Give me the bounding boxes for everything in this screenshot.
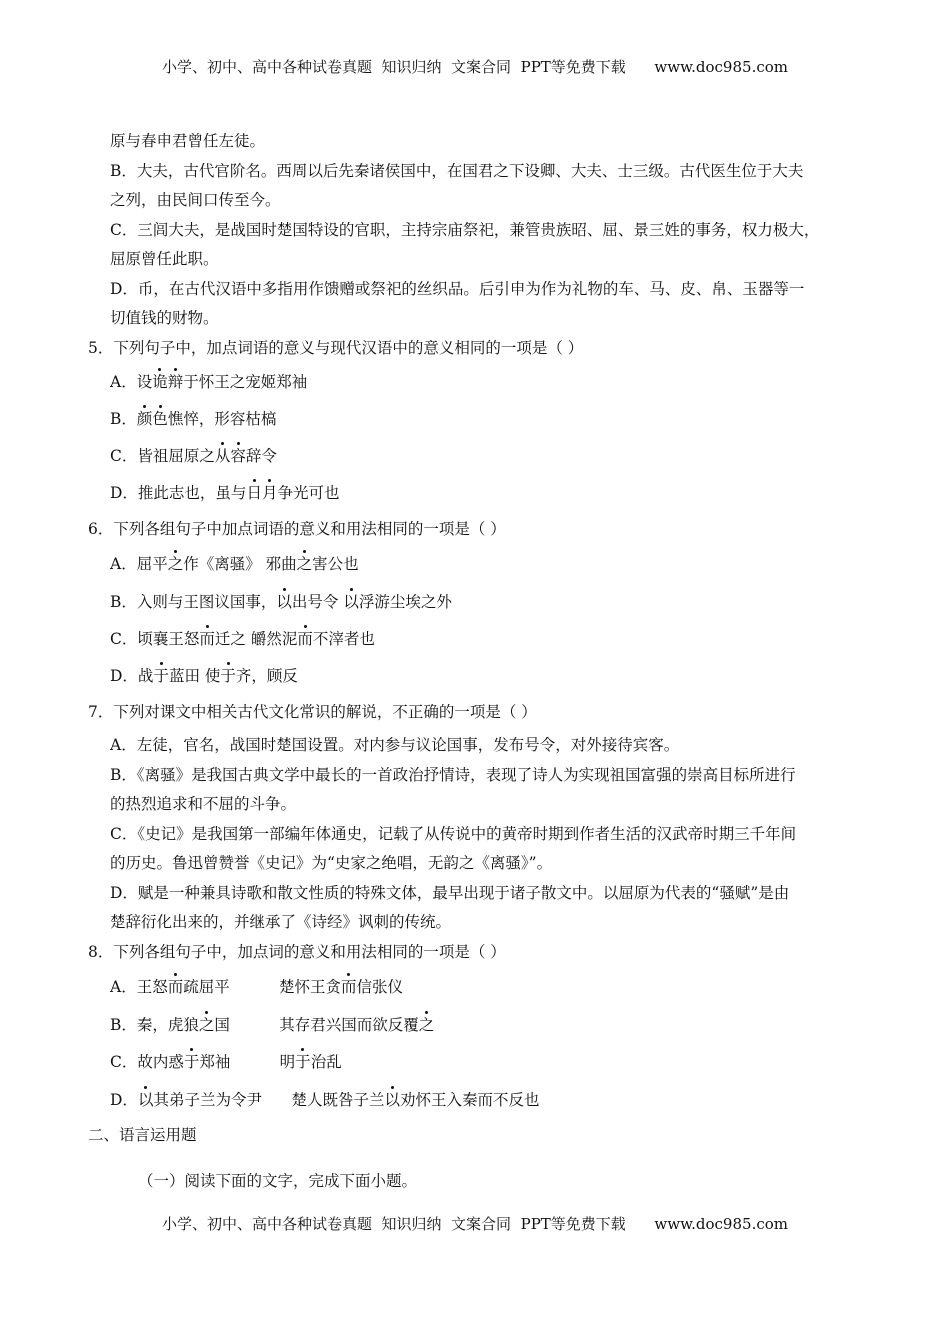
q7-option-a: A．左徒，官名，战国时楚国设置。对内参与议论国事，发布号令，对外接待宾客。 <box>110 736 680 754</box>
q8-option-b: B．秦，虎狼之国 其存君兴国而欲反覆之 <box>110 1016 435 1034</box>
q4-option-d-line2: 切值钱的财物。 <box>110 309 219 327</box>
q6-option-b: B．入则与王图议国事，以出号令 以浮游尘埃之外 <box>110 593 452 611</box>
section-title: 二、语言运用题 <box>88 1126 197 1144</box>
q7-option-d-line1: D．赋是一种兼具诗歌和散文性质的特殊文体，最早出现于诸子散文中。以屈原为代表的“骚赋”是由 <box>110 884 790 902</box>
emphasized-char: 于 <box>183 1053 200 1071</box>
q8-option-a: A．王怒而疏屈平 楚怀王贪而信张仪 <box>110 978 404 996</box>
q7-option-d-line2: 楚辞衍化出来的，并继承了《诗经》讽刺的传统。 <box>110 913 452 931</box>
emphasized-char: 而 <box>199 630 215 648</box>
q5-option-b: B．颜色憔悴，形容枯槁 <box>110 410 277 428</box>
emphasized-char: 以 <box>343 593 359 611</box>
emphasized-char: 之 <box>296 555 313 573</box>
q4-option-b-line2: 之列，由民间口传至今。 <box>110 191 281 209</box>
emphasized-char: 而 <box>341 978 357 996</box>
q8-option-d: D．以其弟子兰为令尹 楚人既咎子兰以劝怀王入秦而不反也 <box>110 1091 540 1109</box>
q7-option-c-line1: C．《史记》是我国第一部编年体通史，记载了从传说中的黄帝时期到作者生活的汉武帝时期三千年间 <box>110 825 797 843</box>
q7-option-b-line1: B．《离骚》是我国古典文学中最长的一首政治抒情诗，表现了诗人为实现祖国富强的崇高目标所进行 <box>110 766 796 784</box>
emphasized-word <box>215 447 246 465</box>
emphasized-char: 之 <box>418 1016 435 1034</box>
page-footer: 小学、初中、高中各种试卷真题 知识归纳 文案合同 PPT等免费下载 www.doc985.com <box>161 1215 788 1233</box>
q5-option-d: D．推此志也，虽与日月争光可也 <box>110 484 340 502</box>
q6-option-d: D．战于蓝田 使于齐，顾反 <box>110 667 298 685</box>
q4-option-d-line1: D．币，在古代汉语中多指用作馈赠或祭祀的丝织品。后引申为作为礼物的车、马、皮、帛、玉器等一 <box>110 280 805 298</box>
page-header: 小学、初中、高中各种试卷真题 知识归纳 文案合同 PPT等免费下载 www.doc985.com <box>161 58 788 76</box>
q5-option-c: C．皆祖屈原之从容辞令 <box>110 447 277 465</box>
q6-stem: 6．下列各组句子中加点词语的意义和用法相同的一项是（ ） <box>88 520 506 538</box>
emphasized-char: 于 <box>153 667 169 685</box>
emphasized-char: 月 <box>261 484 278 502</box>
q8-stem: 8．下列各组句子中，加点词的意义和用法相同的一项是（ ） <box>88 943 506 961</box>
emphasized-char: 而 <box>297 630 313 648</box>
q4-option-c-line1: C．三闾大夫，是战国时楚国特设的官职，主持宗庙祭祀，兼管贵族昭、屈、景三姓的事务，权力极大， <box>110 221 820 239</box>
emphasized-char: 而 <box>167 978 184 996</box>
emphasized-word <box>152 373 183 391</box>
emphasized-word <box>137 410 168 428</box>
q5-option-a: A．设诡辩于怀王之宠姬郑袖 <box>110 373 308 391</box>
q5-stem: 5．下列句子中，加点词语的意义与现代汉语中的意义相同的一项是（ ） <box>88 339 584 357</box>
emphasized-char: 日 <box>246 484 262 502</box>
emphasized-char: 之 <box>198 1016 215 1034</box>
emphasized-char: 辩 <box>167 373 184 391</box>
emphasized-char: 色 <box>152 410 168 428</box>
q4-option-b-line1: B．大夫，古代官阶名。西周以后先秦诸侯国中，在国君之下设卿、大夫、士三级。古代医生位于大夫 <box>110 162 804 180</box>
emphasized-char: 颜 <box>136 410 153 428</box>
section-subtitle: （一）阅读下面的文字，完成下面小题。 <box>138 1172 418 1190</box>
q4-option-a-continued: 原与春申君曾任左徒。 <box>110 132 266 150</box>
emphasized-char: 以 <box>384 1091 401 1109</box>
emphasized-char: 以 <box>276 593 292 611</box>
q4-option-c-line2: 屈原曾任此职。 <box>110 250 219 268</box>
q7-option-c-line2: 的历史。鲁迅曾赞誉《史记》为“史家之绝唱，无韵之《离骚》”。 <box>110 854 553 872</box>
emphasized-char: 以 <box>137 1091 154 1109</box>
emphasized-char: 于 <box>295 1053 311 1071</box>
q7-option-b-line2: 的热烈追求和不屈的斗争。 <box>110 795 297 813</box>
emphasized-char: 于 <box>220 667 236 685</box>
emphasized-char: 之 <box>167 555 184 573</box>
q8-option-c: C．故内惑于郑袖 明于治乱 <box>110 1053 342 1071</box>
q6-option-c: C．顷襄王怒而迁之 皭然泥而不滓者也 <box>110 630 375 648</box>
q6-option-a: A．屈平之作《离骚》 邪曲之害公也 <box>110 555 359 573</box>
emphasized-char: 从 <box>214 447 231 465</box>
emphasized-word <box>246 484 277 502</box>
q7-stem: 7．下列对课文中相关古代文化常识的解说，不正确的一项是（ ） <box>88 703 537 721</box>
emphasized-char: 诡 <box>152 373 168 391</box>
emphasized-char: 容 <box>230 447 246 465</box>
